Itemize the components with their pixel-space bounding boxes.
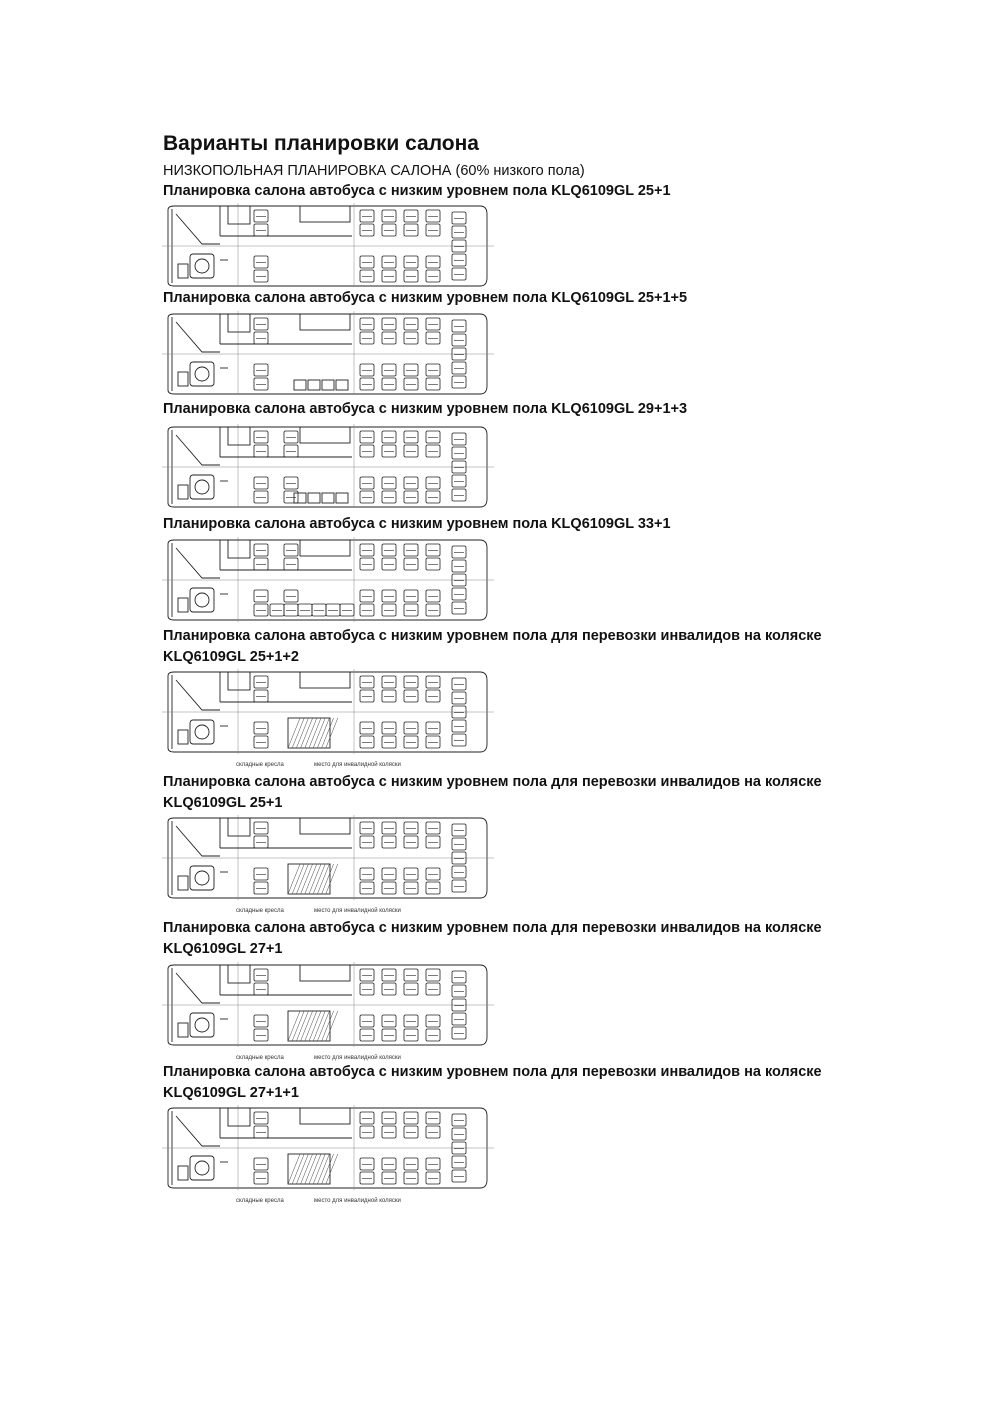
seat xyxy=(426,270,440,282)
seat xyxy=(382,445,396,457)
seat xyxy=(360,590,374,602)
note-wheelchair-place: место для инвалидной коляски xyxy=(314,1198,401,1204)
floor-plan-drawing xyxy=(162,669,497,768)
storage-box xyxy=(308,380,320,390)
seat xyxy=(426,882,440,894)
seat xyxy=(426,332,440,344)
seat xyxy=(360,364,374,376)
seat xyxy=(426,210,440,222)
seat xyxy=(284,604,298,616)
seat xyxy=(404,1126,418,1138)
seat xyxy=(254,332,268,344)
seat xyxy=(452,546,466,558)
bus-floor-plan xyxy=(162,1105,497,1204)
seat xyxy=(452,1114,466,1126)
layout-model: KLQ6109GL 25+1+2 xyxy=(163,649,299,665)
floor-plan-drawing xyxy=(162,203,497,287)
seat xyxy=(382,318,396,330)
page-subtitle: НИЗКОПОЛЬНАЯ ПЛАНИРОВКА САЛОНА (60% низкого пола) xyxy=(163,163,585,179)
seat xyxy=(426,224,440,236)
seat xyxy=(404,445,418,457)
seat xyxy=(452,376,466,388)
note-wheelchair-place: место для инвалидной коляски xyxy=(314,908,401,914)
seat xyxy=(452,588,466,600)
seat xyxy=(254,736,268,748)
seat xyxy=(452,971,466,983)
seat xyxy=(254,882,268,894)
seat xyxy=(284,445,298,457)
seat xyxy=(382,1015,396,1027)
wall-panel xyxy=(300,206,350,222)
seat xyxy=(360,210,374,222)
seat xyxy=(452,720,466,732)
seat xyxy=(452,824,466,836)
seat xyxy=(360,604,374,616)
seat xyxy=(404,1158,418,1170)
seat xyxy=(426,590,440,602)
note-folding-seats: складные кресла xyxy=(236,1055,284,1061)
seat xyxy=(254,431,268,443)
seat xyxy=(382,690,396,702)
seat xyxy=(404,1112,418,1124)
seat xyxy=(312,604,326,616)
seat xyxy=(360,332,374,344)
bus-floor-plan xyxy=(162,203,497,287)
seat xyxy=(426,1126,440,1138)
seat xyxy=(298,604,312,616)
seat xyxy=(404,477,418,489)
storage-box xyxy=(294,493,306,503)
seat xyxy=(426,364,440,376)
seat xyxy=(404,364,418,376)
wall-panel xyxy=(300,818,350,834)
seat xyxy=(452,838,466,850)
seat xyxy=(404,378,418,390)
seat xyxy=(254,1158,268,1170)
seat xyxy=(404,270,418,282)
seat xyxy=(360,318,374,330)
seat xyxy=(326,604,340,616)
seat xyxy=(382,722,396,734)
wall-panel xyxy=(228,427,250,445)
seat xyxy=(452,1156,466,1168)
seat xyxy=(254,868,268,880)
seat xyxy=(426,445,440,457)
seat xyxy=(360,690,374,702)
seat xyxy=(360,983,374,995)
seat xyxy=(452,1027,466,1039)
seat xyxy=(404,722,418,734)
note-folding-seats: складные кресла xyxy=(236,1198,284,1204)
seat xyxy=(426,544,440,556)
seat xyxy=(382,270,396,282)
seat xyxy=(382,544,396,556)
seat xyxy=(426,736,440,748)
seat xyxy=(404,882,418,894)
wheelchair-area xyxy=(288,718,338,748)
page-title: Варианты планировки салона xyxy=(163,132,479,155)
seat xyxy=(254,836,268,848)
seat xyxy=(452,985,466,997)
wall-panel xyxy=(228,1108,250,1126)
storage-box xyxy=(322,493,334,503)
seat xyxy=(360,736,374,748)
seat xyxy=(360,868,374,880)
seat xyxy=(452,880,466,892)
seat xyxy=(452,334,466,346)
seat xyxy=(360,1126,374,1138)
seat xyxy=(382,491,396,503)
seat xyxy=(404,969,418,981)
seat xyxy=(404,491,418,503)
seat xyxy=(404,332,418,344)
seat xyxy=(360,1015,374,1027)
seat xyxy=(404,590,418,602)
seat xyxy=(426,1029,440,1041)
layout-caption: Планировка салона автобуса с низким уровнем пола KLQ6109GL 33+1 xyxy=(163,516,671,532)
seat xyxy=(270,604,284,616)
seat xyxy=(382,477,396,489)
note-wheelchair-place: место для инвалидной коляски xyxy=(314,1055,401,1061)
seat xyxy=(404,544,418,556)
seat xyxy=(426,690,440,702)
seat xyxy=(254,318,268,330)
seat xyxy=(254,256,268,268)
seat xyxy=(254,477,268,489)
seat xyxy=(382,431,396,443)
seat xyxy=(404,1015,418,1027)
bus-floor-plan xyxy=(162,311,497,395)
bus-floor-plan xyxy=(162,669,497,768)
seat xyxy=(254,676,268,688)
seat xyxy=(452,1128,466,1140)
seat xyxy=(452,489,466,501)
storage-box xyxy=(308,493,320,503)
wheelchair-area xyxy=(288,1011,338,1041)
seat xyxy=(360,836,374,848)
seat xyxy=(382,1029,396,1041)
wheelchair-area xyxy=(288,864,338,894)
seat xyxy=(382,210,396,222)
seat xyxy=(254,270,268,282)
seat xyxy=(284,477,298,489)
layout-model: KLQ6109GL 27+1 xyxy=(163,941,283,957)
seat xyxy=(404,836,418,848)
seat xyxy=(360,822,374,834)
seat xyxy=(284,431,298,443)
wall-panel xyxy=(228,206,250,224)
seat xyxy=(360,558,374,570)
seat xyxy=(404,822,418,834)
seat xyxy=(452,475,466,487)
seat xyxy=(382,256,396,268)
seat xyxy=(254,364,268,376)
wall-panel xyxy=(300,965,350,981)
wall-panel xyxy=(300,427,350,443)
wall-panel xyxy=(228,314,250,332)
seat xyxy=(254,558,268,570)
seat xyxy=(452,678,466,690)
floor-plan-drawing xyxy=(162,815,497,914)
seat xyxy=(452,866,466,878)
seat xyxy=(452,226,466,238)
seat xyxy=(426,1172,440,1184)
bus-floor-plan xyxy=(162,537,497,623)
seat xyxy=(382,558,396,570)
seat xyxy=(360,1112,374,1124)
seat xyxy=(254,1015,268,1027)
seat xyxy=(284,558,298,570)
storage-box xyxy=(294,380,306,390)
seat xyxy=(254,1029,268,1041)
seat xyxy=(360,378,374,390)
seat xyxy=(426,722,440,734)
note-wheelchair-place: место для инвалидной коляски xyxy=(314,762,401,768)
seat xyxy=(452,212,466,224)
seat xyxy=(452,268,466,280)
wall-panel xyxy=(300,540,350,556)
seat xyxy=(254,822,268,834)
seat xyxy=(426,378,440,390)
seat xyxy=(254,544,268,556)
seat xyxy=(382,1112,396,1124)
wall-panel xyxy=(228,818,250,836)
seat xyxy=(254,1172,268,1184)
seat xyxy=(382,590,396,602)
seat xyxy=(360,1158,374,1170)
seat xyxy=(452,320,466,332)
seat xyxy=(426,477,440,489)
seat xyxy=(254,690,268,702)
wall-panel xyxy=(300,1108,350,1124)
seat xyxy=(254,445,268,457)
seat xyxy=(426,983,440,995)
floor-plan-drawing xyxy=(162,962,497,1061)
seat xyxy=(426,1015,440,1027)
seat xyxy=(382,868,396,880)
seat xyxy=(254,1112,268,1124)
seat xyxy=(382,822,396,834)
seat xyxy=(382,604,396,616)
seat xyxy=(426,1112,440,1124)
seat xyxy=(360,676,374,688)
seat xyxy=(360,1029,374,1041)
seat xyxy=(340,604,354,616)
seat xyxy=(382,836,396,848)
wall-panel xyxy=(228,672,250,690)
seat xyxy=(426,676,440,688)
seat xyxy=(360,431,374,443)
seat xyxy=(404,224,418,236)
seat xyxy=(360,270,374,282)
seat xyxy=(452,734,466,746)
seat xyxy=(254,1126,268,1138)
seat xyxy=(254,210,268,222)
seat xyxy=(426,822,440,834)
seat xyxy=(426,1158,440,1170)
seat xyxy=(254,604,268,616)
seat xyxy=(382,1126,396,1138)
floor-plan-drawing xyxy=(162,537,497,623)
seat xyxy=(254,491,268,503)
seat xyxy=(360,882,374,894)
seat xyxy=(452,692,466,704)
layout-model: KLQ6109GL 27+1+1 xyxy=(163,1085,299,1101)
seat xyxy=(284,544,298,556)
layout-caption: Планировка салона автобуса с низким уровнем пола KLQ6109GL 25+1+5 xyxy=(163,290,688,306)
seat xyxy=(382,882,396,894)
seat xyxy=(426,318,440,330)
storage-box xyxy=(336,493,348,503)
storage-box xyxy=(322,380,334,390)
layout-caption: Планировка салона автобуса с низким уровнем пола для перевозки инвалидов на коляске xyxy=(163,628,822,644)
seat xyxy=(404,676,418,688)
seat xyxy=(404,983,418,995)
seat xyxy=(404,318,418,330)
seat xyxy=(254,590,268,602)
layout-caption: Планировка салона автобуса с низким уровнем пола для перевозки инвалидов на коляске xyxy=(163,1064,822,1080)
layout-caption: Планировка салона автобуса с низким уровнем пола KLQ6109GL 25+1 xyxy=(163,183,671,199)
seat xyxy=(360,491,374,503)
seat xyxy=(382,364,396,376)
wall-panel xyxy=(300,314,350,330)
seat xyxy=(360,969,374,981)
layout-model: KLQ6109GL 25+1 xyxy=(163,795,283,811)
seat xyxy=(404,1172,418,1184)
seat xyxy=(426,836,440,848)
seat xyxy=(404,604,418,616)
seat xyxy=(404,868,418,880)
seat xyxy=(254,224,268,236)
layout-caption: Планировка салона автобуса с низким уровнем пола KLQ6109GL 29+1+3 xyxy=(163,401,688,417)
seat xyxy=(382,969,396,981)
seat xyxy=(452,254,466,266)
seat xyxy=(382,1158,396,1170)
seat xyxy=(404,558,418,570)
seat xyxy=(404,256,418,268)
seat xyxy=(452,1013,466,1025)
seat xyxy=(360,544,374,556)
seat xyxy=(382,332,396,344)
seat xyxy=(426,558,440,570)
seat xyxy=(360,224,374,236)
seat xyxy=(404,690,418,702)
seat xyxy=(360,477,374,489)
seat xyxy=(254,722,268,734)
storage-box xyxy=(336,380,348,390)
seat xyxy=(360,256,374,268)
seat xyxy=(254,969,268,981)
seat xyxy=(404,210,418,222)
seat xyxy=(404,431,418,443)
layout-caption: Планировка салона автобуса с низким уровнем пола для перевозки инвалидов на коляске xyxy=(163,774,822,790)
seat xyxy=(452,433,466,445)
bus-floor-plan xyxy=(162,962,497,1061)
seat xyxy=(426,969,440,981)
seat xyxy=(426,491,440,503)
seat xyxy=(452,1170,466,1182)
seat xyxy=(452,560,466,572)
seat xyxy=(254,983,268,995)
seat xyxy=(284,590,298,602)
note-folding-seats: складные кресла xyxy=(236,762,284,768)
floor-plan-drawing xyxy=(162,311,497,395)
seat xyxy=(360,445,374,457)
bus-floor-plan xyxy=(162,815,497,914)
seat xyxy=(452,447,466,459)
wall-panel xyxy=(300,672,350,688)
seat xyxy=(382,983,396,995)
wall-panel xyxy=(228,965,250,983)
seat xyxy=(382,224,396,236)
seat xyxy=(426,868,440,880)
seat xyxy=(382,1172,396,1184)
seat xyxy=(426,604,440,616)
seat xyxy=(404,736,418,748)
wheelchair-area xyxy=(288,1154,338,1184)
seat xyxy=(426,431,440,443)
seat xyxy=(382,736,396,748)
seat xyxy=(452,602,466,614)
wall-panel xyxy=(228,540,250,558)
layout-caption: Планировка салона автобуса с низким уровнем пола для перевозки инвалидов на коляске xyxy=(163,920,822,936)
seat xyxy=(254,378,268,390)
seat xyxy=(452,362,466,374)
seat xyxy=(382,378,396,390)
floor-plan-drawing xyxy=(162,424,497,508)
seat xyxy=(404,1029,418,1041)
floor-plan-drawing xyxy=(162,1105,497,1204)
note-folding-seats: складные кресла xyxy=(236,908,284,914)
seat xyxy=(426,256,440,268)
seat xyxy=(382,676,396,688)
seat xyxy=(360,722,374,734)
bus-floor-plan xyxy=(162,424,497,508)
seat xyxy=(360,1172,374,1184)
